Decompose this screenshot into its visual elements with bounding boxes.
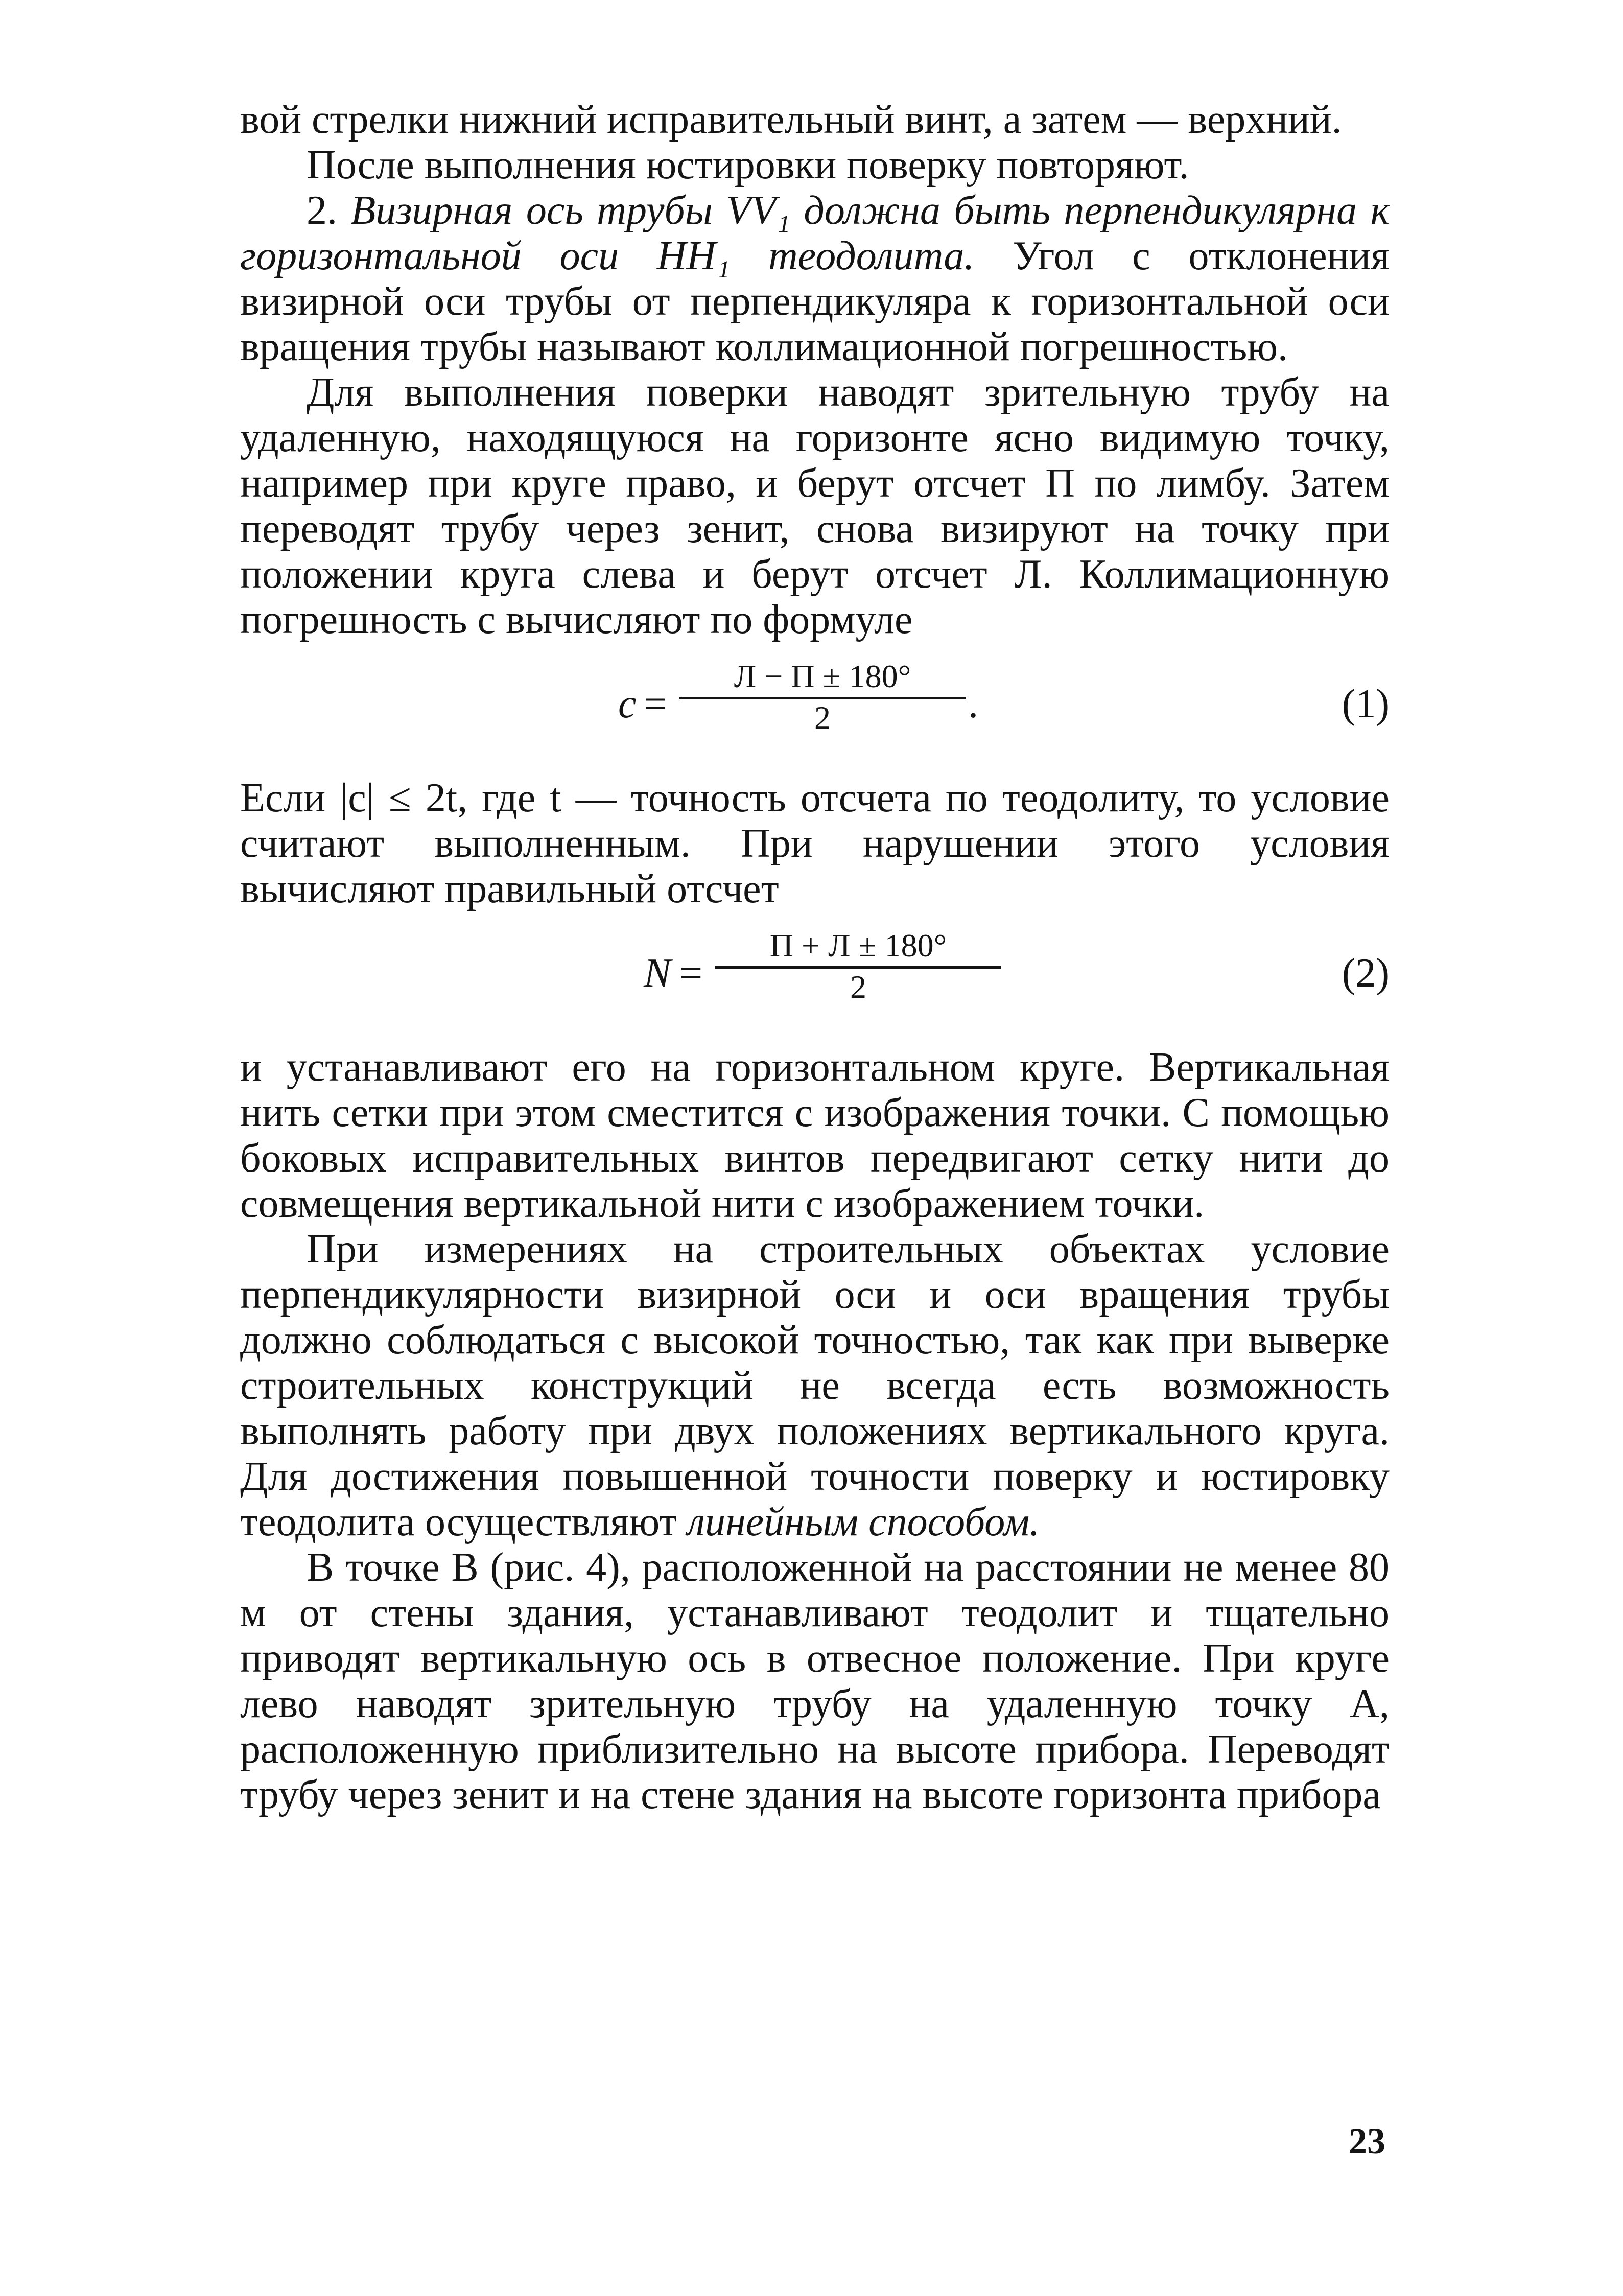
formula-1-numerator: Л − П ± 180° bbox=[734, 658, 911, 694]
formula-2-number: (2) bbox=[1342, 951, 1390, 996]
page-number: 23 bbox=[1349, 2121, 1385, 2162]
condition-explanation: Угол c отклонения визирной оси трубы от перпендикуляра к горизонтальной оси вращения трубы называют коллимационной погрешностью. bbox=[240, 233, 1390, 369]
formula-2-fraction bbox=[715, 927, 1001, 1005]
formula-collimation-error bbox=[240, 658, 1390, 755]
paragraph-linear-method: В точке B (рис. 4), расположенной на расстоянии не менее 80 м от стены здания, устанавливают теодолит и тщательно приводят вертикальную ось в отвесное положение. При круге лево наводят зрительную трубу на удаленную точку A, расположенную приблизительно на высоте прибора. Переводят трубу через зенит и на стене здания на высоте горизонта прибора bbox=[240, 1545, 1390, 1817]
formula-correct-reading bbox=[240, 927, 1390, 1024]
formula-1-period: . bbox=[968, 682, 978, 727]
paragraph-adjustment: и устанавливают его на горизонтальном круге. Вертикальная нить сетки при этом сместится с изображения точки. С помощью боковых исправительных винтов передвигают сетку нити до совмещения вертикальной нити с изображением точки. bbox=[240, 1045, 1390, 1226]
formula-2-numerator: П + Л ± 180° bbox=[769, 927, 947, 964]
formula-2-lhs: N bbox=[644, 951, 671, 996]
construction-text: При измерениях на строительных объектах условие перпендикулярности визирной оси и оси вращения трубы должно соблюдаться с высокой точностью, так как при выверке строительных конструкций не всегда есть возможность выполнять работу при двух положениях вертикального круга. Для достижения повышенной точности поверку и юстировку теодолита осуществляют bbox=[240, 1227, 1390, 1544]
formula-1-number: (1) bbox=[1342, 682, 1390, 727]
formula-2-equals: = bbox=[679, 951, 703, 996]
condition-statement: Визирная ось трубы VV₁ должна быть перпендикулярна к горизонтальной оси HH₁ теодолита. bbox=[240, 188, 1390, 278]
paragraph-condition-2 bbox=[240, 188, 1390, 370]
paragraph-construction bbox=[240, 1227, 1390, 1545]
linear-method-term: линейным способом. bbox=[687, 1500, 1040, 1544]
formula-1-lhs: c bbox=[618, 682, 637, 727]
formula-1-equals: = bbox=[644, 682, 667, 727]
paragraph-tolerance: Если |c| ≤ 2t, где t — точность отсчета по теодолиту, то условие считают выполненным. При нарушении этого условия вычисляют правильный отсчет bbox=[240, 776, 1390, 911]
paragraph-repeat-check: После выполнения юстировки поверку повторяют. bbox=[307, 143, 1189, 188]
formula-2-denominator: 2 bbox=[850, 969, 866, 1005]
paragraph-procedure: Для выполнения поверки наводят зрительную трубу на удаленную, находящуюся на горизонте ясно видимую точку, например при круге право, и берут отсчет П по лимбу. Затем переводят трубу через зенит, снова визируют на точку при положении круга слева и берут отсчет Л. Коллимационную погрешность c вычисляют по формуле bbox=[240, 370, 1390, 642]
paragraph-continuation: вой стрелки нижний исправительный винт, а затем — верхний. bbox=[240, 97, 1342, 142]
formula-1-denominator: 2 bbox=[814, 699, 831, 736]
page-body bbox=[240, 97, 1390, 1818]
condition-number: 2. bbox=[307, 188, 351, 233]
formula-1-fraction bbox=[679, 658, 966, 736]
